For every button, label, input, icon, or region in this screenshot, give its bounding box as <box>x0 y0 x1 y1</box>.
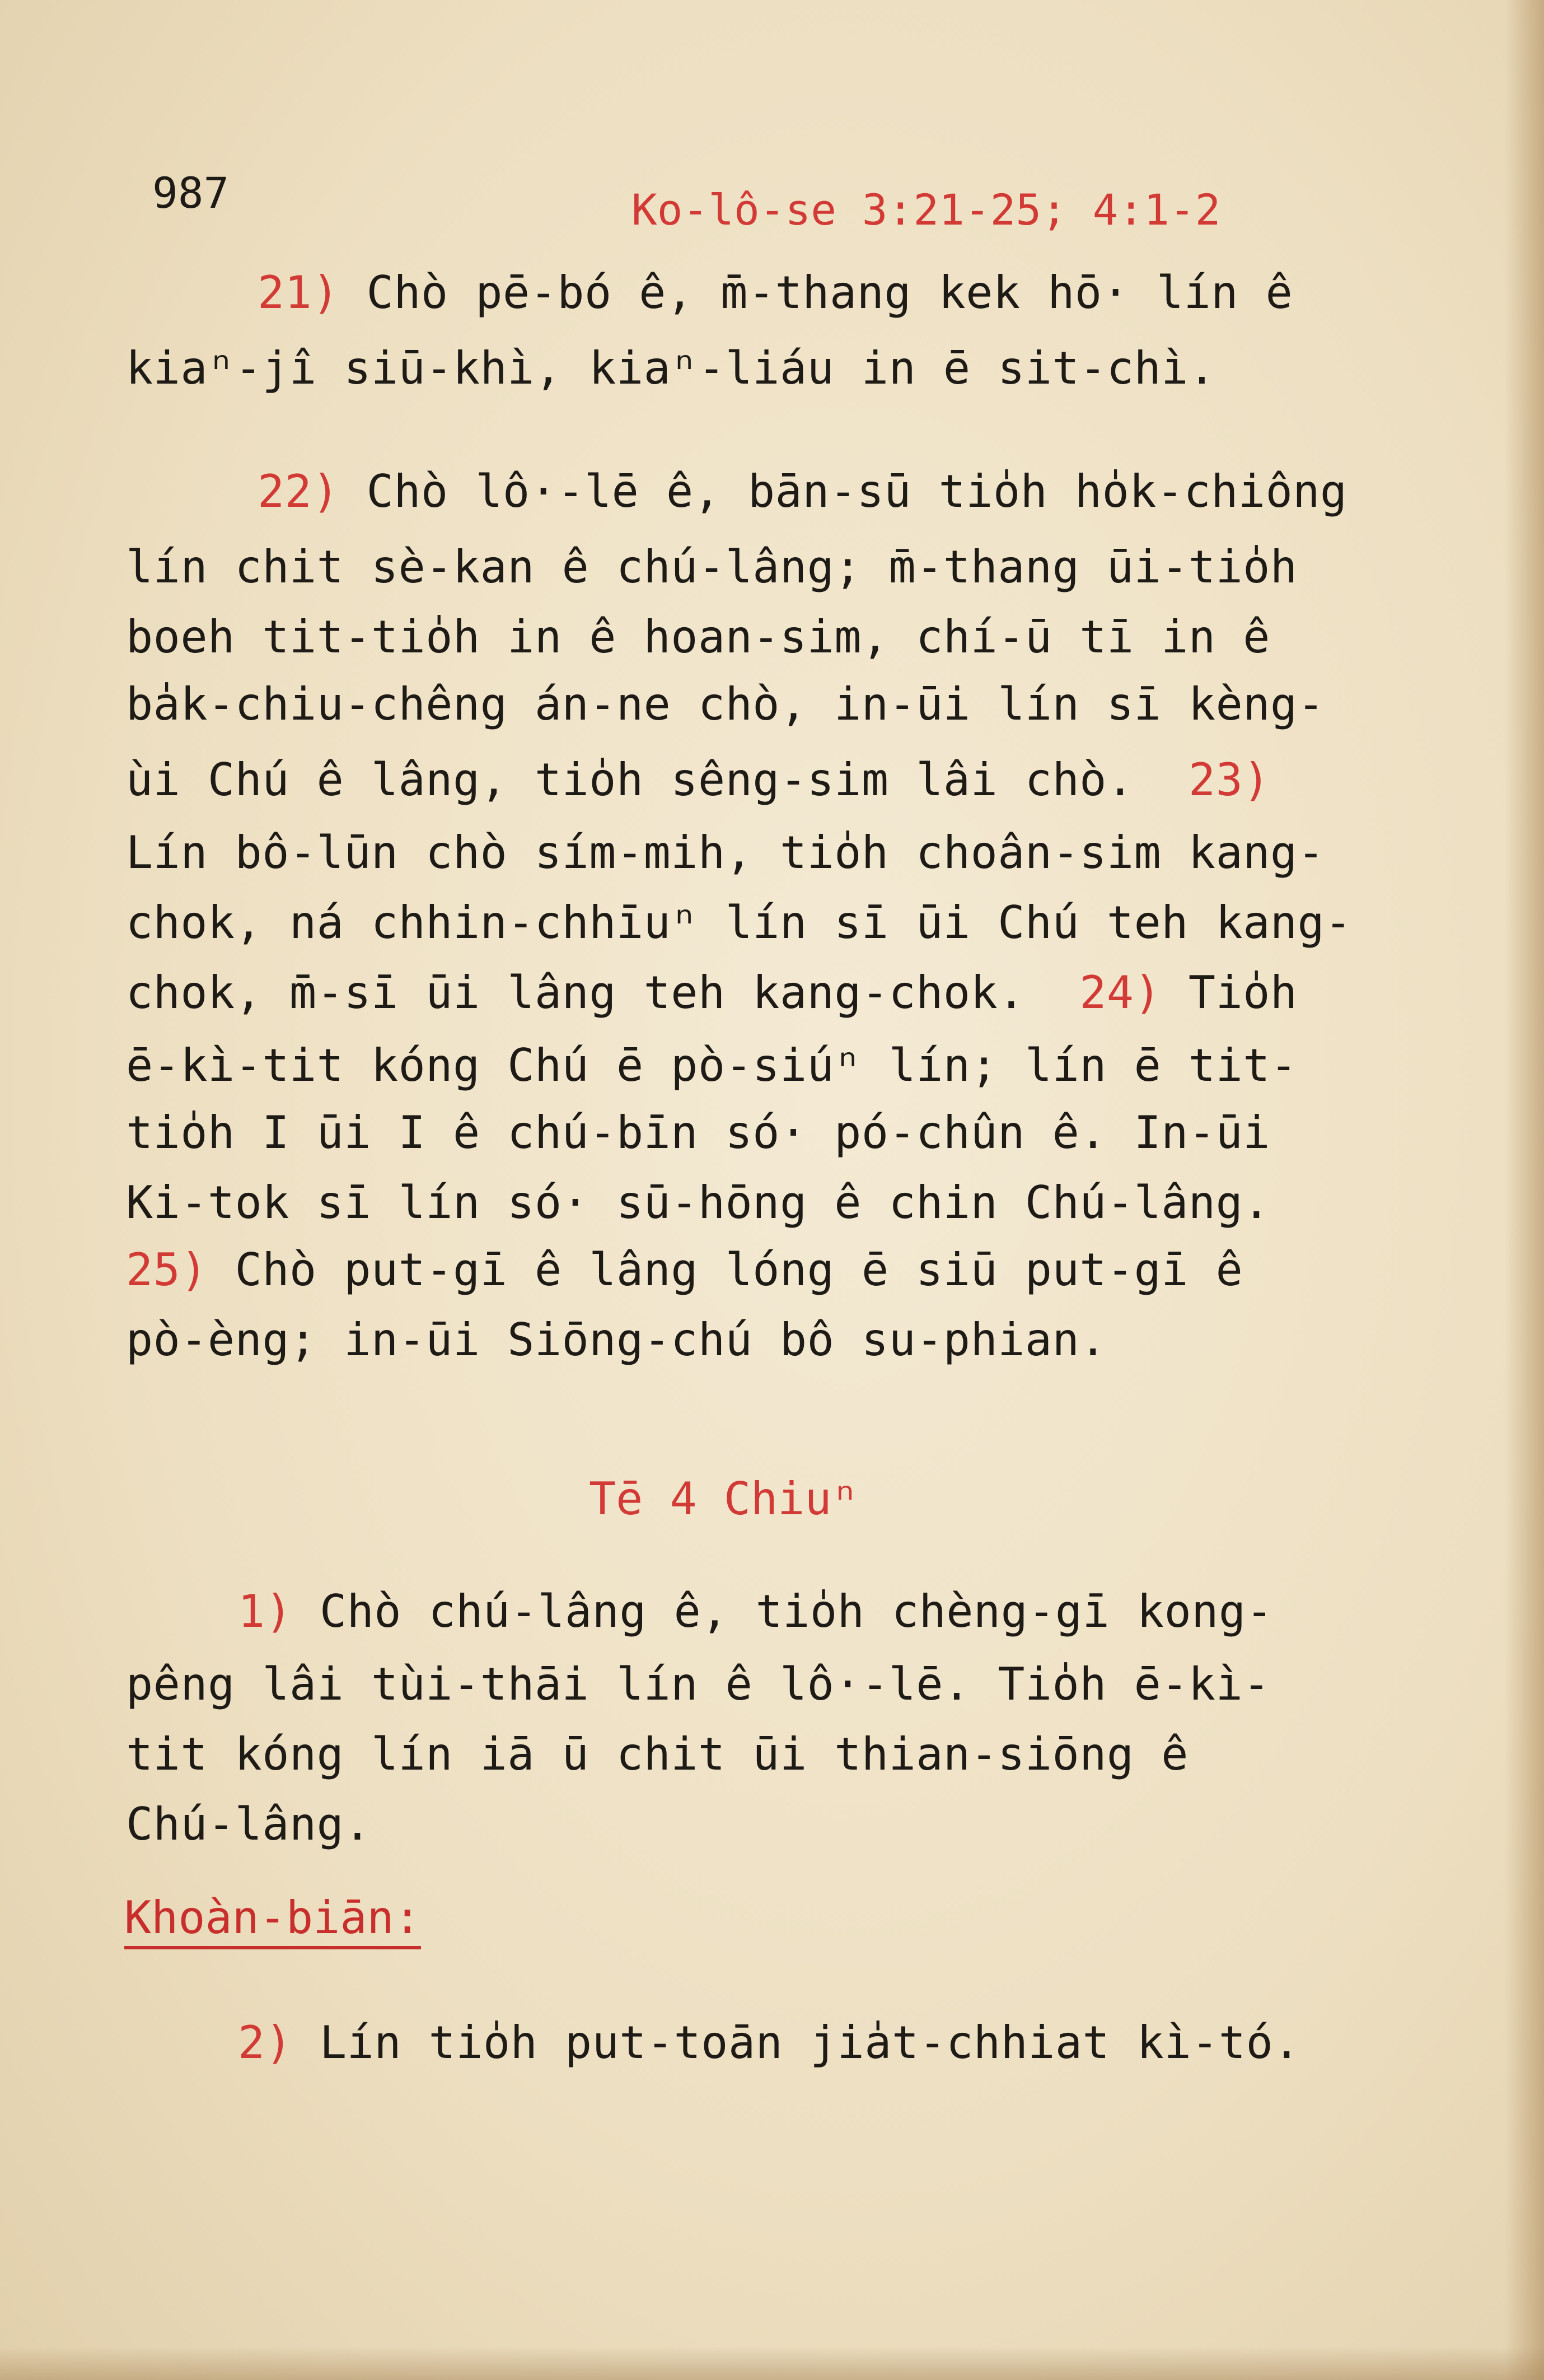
line-text: Ki-tok sī lín só· sū-hōng ê chin Chú-lâng. <box>126 1177 1270 1229</box>
line-text: ùi Chú ê lâng, tio̍h sêng-sim lâi chò. <box>126 754 1189 806</box>
verse-number: 2) <box>238 2017 293 2069</box>
line-text: boeh tit-tio̍h in ê hoan-sim, chí-ū tī in ê <box>126 611 1270 663</box>
line-text: lín chit sè-kan ê chú-lâng; m̄-thang ūi-tio̍h <box>126 541 1298 593</box>
text-line <box>126 678 1325 731</box>
text-line <box>126 896 1352 950</box>
verse-number: 23) <box>1188 754 1270 806</box>
text-line <box>126 540 1298 594</box>
text-line <box>126 753 1270 807</box>
line-text: Chò put-gī ê lâng lóng ē siū put-gī ê <box>208 1244 1243 1296</box>
verse-number: 1) <box>238 1585 293 1637</box>
text-line <box>126 610 1270 664</box>
section-heading: Khoàn-biān: <box>124 1892 421 1949</box>
line-text: Lín bô-lūn chò sím-mih, tio̍h choân-sim kang- <box>126 827 1325 879</box>
text-line <box>258 266 1293 320</box>
page-bottom-shadow <box>0 2346 1544 2380</box>
text-line <box>126 1176 1270 1230</box>
line-text: Tio̍h <box>1161 967 1298 1019</box>
text-line <box>126 1106 1270 1160</box>
verse-number: 25) <box>126 1244 208 1296</box>
line-text: pò-èng; in-ūi Siōng-chú bô su-phian. <box>126 1314 1107 1366</box>
text-line <box>126 1658 1270 1711</box>
line-text: Chò lô·-lē ê, bān-sū tio̍h ho̍k-chiông <box>339 465 1348 517</box>
text-line <box>126 1243 1243 1297</box>
line-text: chok, ná chhin-chhīuⁿ lín sī ūi Chú teh kang- <box>126 897 1352 949</box>
chapter-heading: Tē 4 Chiuⁿ <box>589 1473 859 1525</box>
line-text: chok, m̄-sī ūi lâng teh kang-chok. <box>126 967 1080 1019</box>
verse-number: 24) <box>1079 967 1162 1019</box>
text-line <box>238 2016 1300 2070</box>
text-line <box>258 465 1348 519</box>
verse-number: 21) <box>258 267 339 319</box>
text-line <box>126 342 1216 395</box>
line-text: kiaⁿ-jî siū-khì, kiaⁿ-liáu in ē sit-chì. <box>126 342 1216 394</box>
line-text: Chò pē-bó ê, m̄-thang kek hō· lín ê <box>339 267 1293 319</box>
text-line <box>126 826 1325 880</box>
text-line <box>126 1798 371 1851</box>
text-line <box>126 1313 1107 1367</box>
line-text: Chò chú-lâng ê, tio̍h chèng-gī kong- <box>292 1585 1274 1637</box>
verse-number: 22) <box>258 465 339 517</box>
text-line <box>126 1728 1189 1781</box>
page-edge-shadow <box>1505 0 1544 2380</box>
line-text: ē-kì-tit kóng Chú ē pò-siúⁿ lín; lín ē tit- <box>126 1039 1298 1091</box>
text-line <box>126 1039 1298 1093</box>
line-text: Lín tio̍h put-toān jia̍t-chhiat kì-tó. <box>292 2017 1300 2069</box>
line-text: tio̍h I ūi I ê chú-bīn só· pó-chûn ê. In-ūi <box>126 1107 1270 1159</box>
text-line <box>238 1585 1273 1639</box>
line-text: Chú-lâng. <box>126 1798 371 1850</box>
text-line <box>126 966 1298 1020</box>
running-title: Ko-lô-se 3:21-25; 4:1-2 <box>631 185 1221 235</box>
line-text: ba̍k-chiu-chêng án-ne chò, in-ūi lín sī kèng- <box>126 678 1325 730</box>
line-text: tit kóng lín iā ū chit ūi thian-siōng ê <box>126 1728 1189 1780</box>
line-text: pêng lâi tùi-thāi lín ê lô·-lē. Tio̍h ē-kì- <box>126 1658 1270 1710</box>
page-number: 987 <box>152 168 230 218</box>
